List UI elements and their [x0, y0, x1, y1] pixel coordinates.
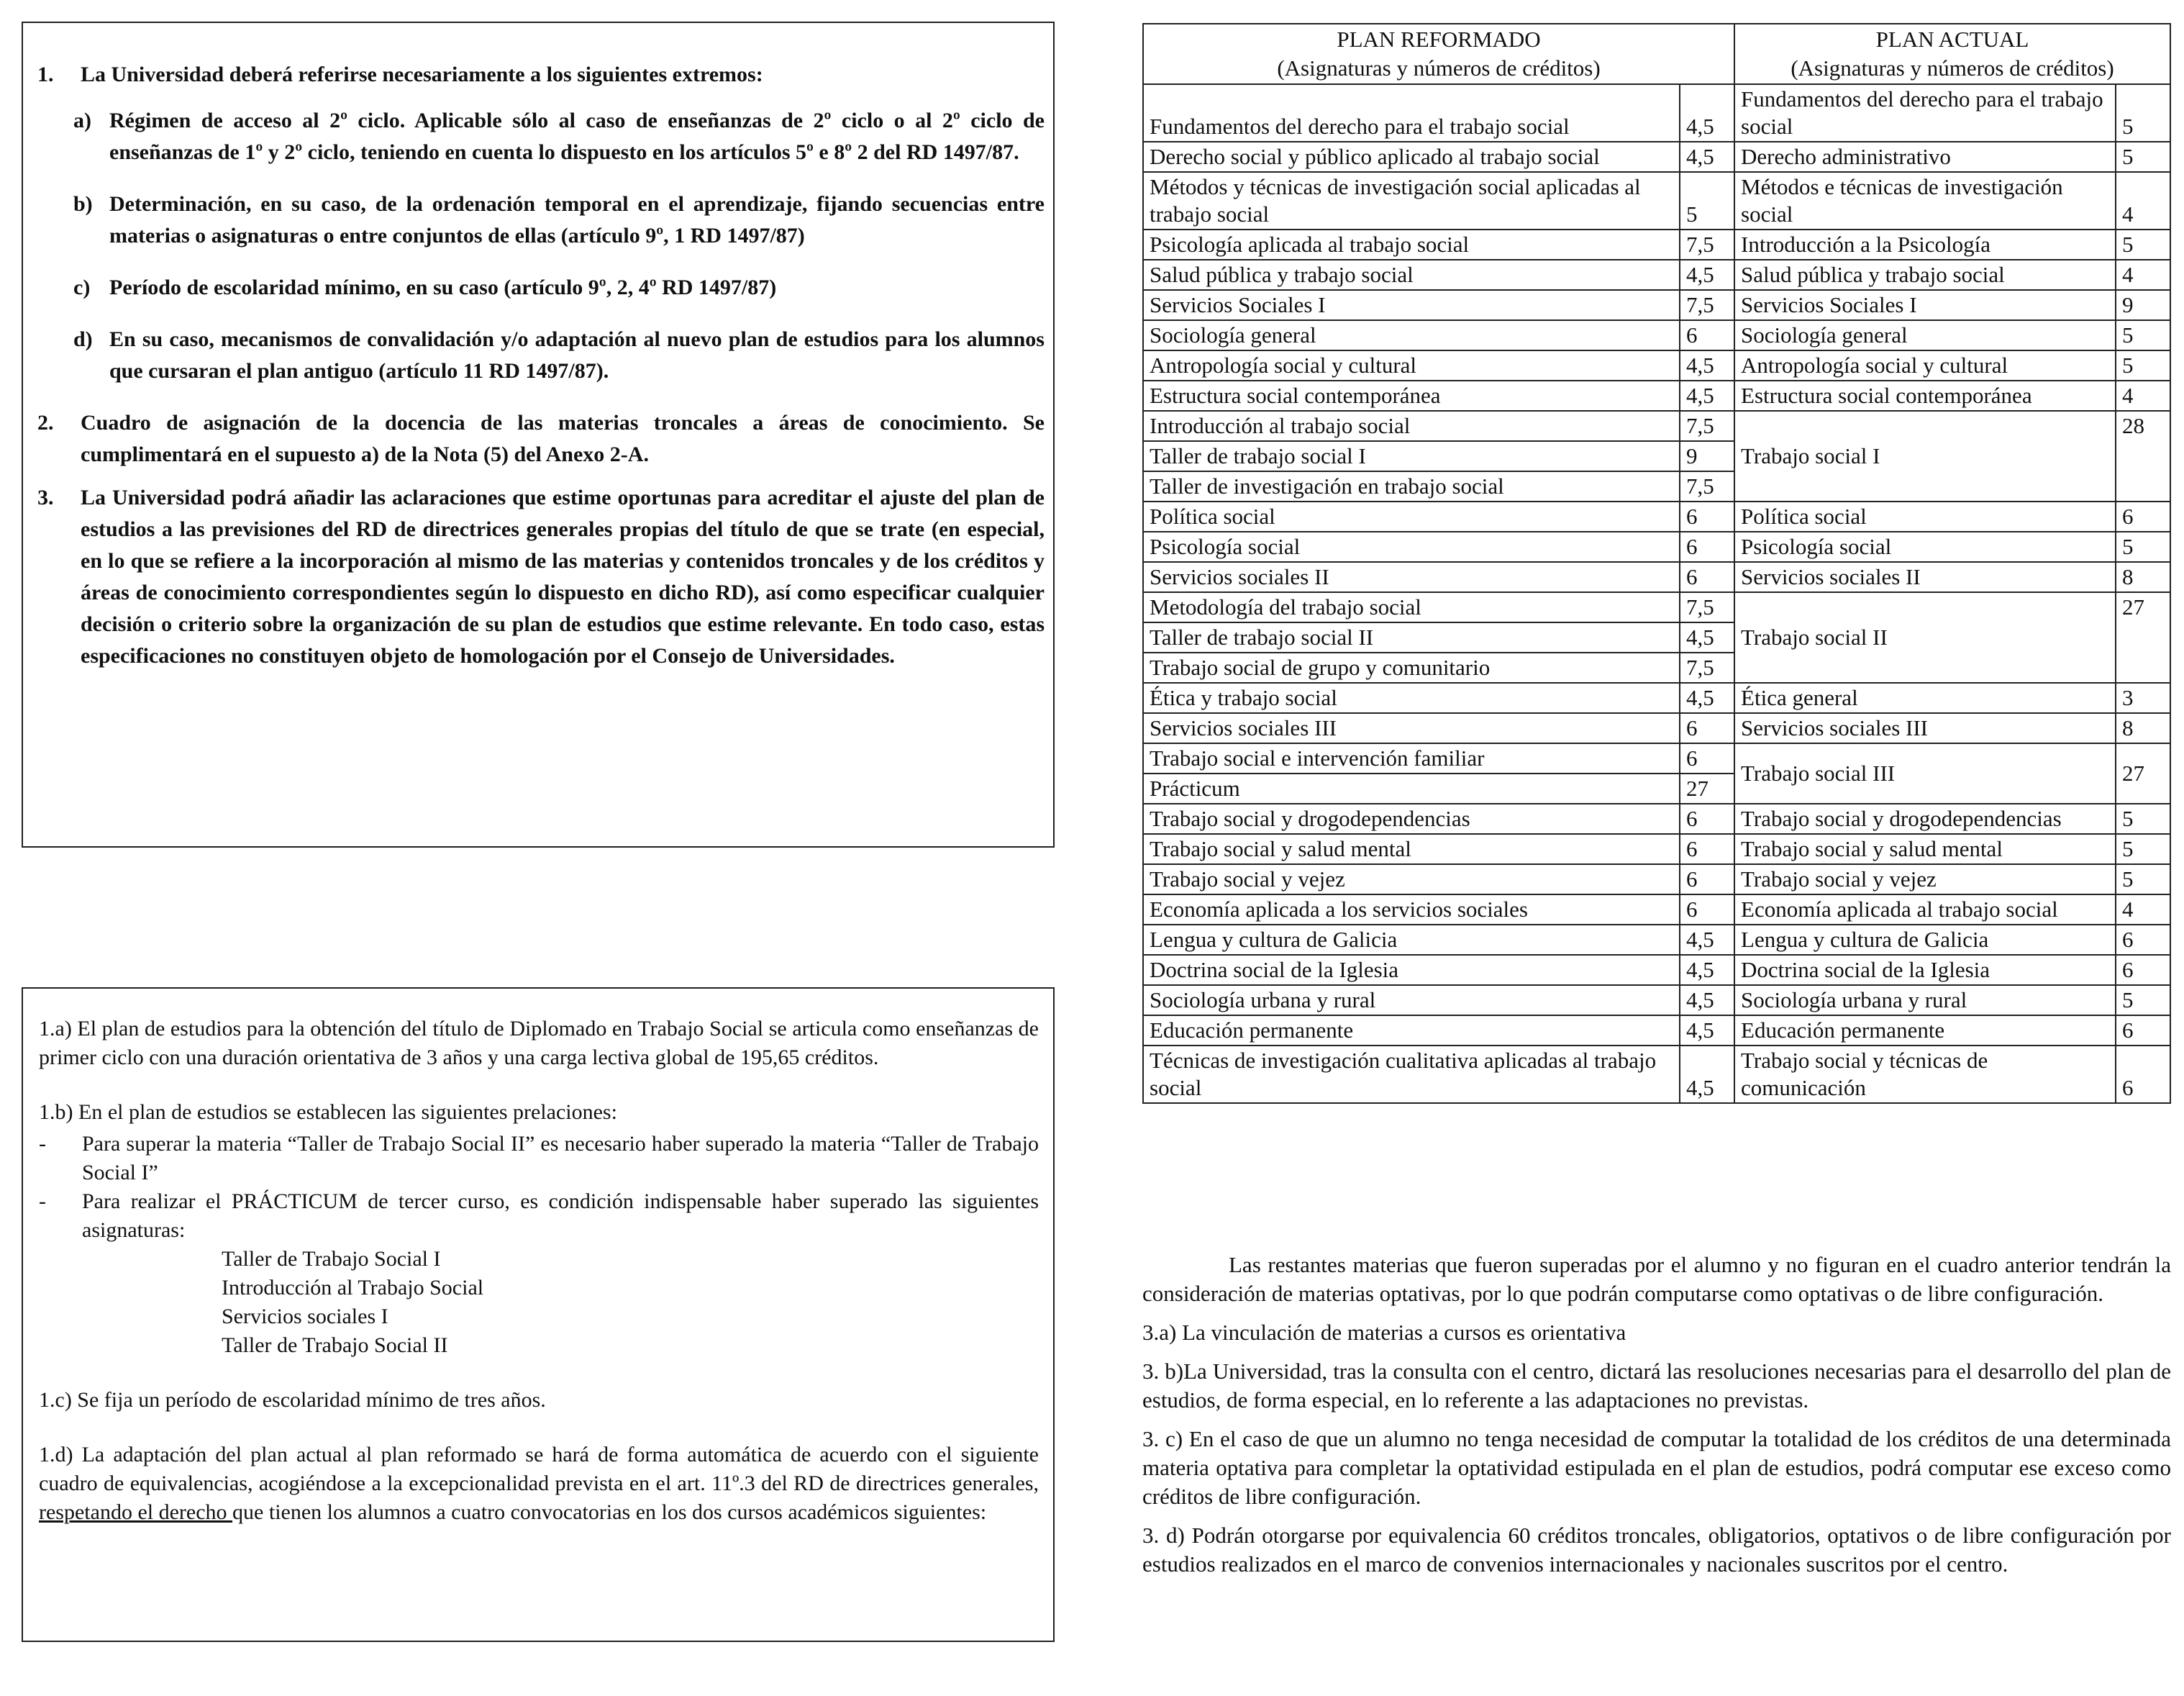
table-row [1143, 894, 2170, 925]
actual-subject: Sociología general [1734, 320, 2116, 350]
reformado-credits: 6 [1680, 743, 1734, 774]
actual-credits: 5 [2116, 834, 2170, 864]
actual-credits: 6 [2116, 1046, 2170, 1103]
prelation-2 [39, 1187, 1039, 1245]
table-row [1143, 411, 2170, 441]
subject-item: Taller de Trabajo Social I [222, 1247, 441, 1271]
table-row [1143, 502, 2170, 532]
table-row [1143, 532, 2170, 562]
table-row [1143, 985, 2170, 1015]
header-plan-reformado [1143, 24, 1734, 84]
actual-subject: Introducción a la Psicología [1734, 230, 2116, 260]
reformado-credits: 7,5 [1680, 471, 1734, 502]
sub-letter: c) [73, 276, 91, 299]
reformado-subject: Sociología urbana y rural [1143, 985, 1680, 1015]
actual-subject: Servicios sociales II [1734, 562, 2116, 592]
actual-credits: 6 [2116, 1015, 2170, 1046]
actual-subject: Antropología social y cultural [1734, 350, 2116, 381]
reformado-subject: Servicios sociales II [1143, 562, 1680, 592]
reformado-subject: Fundamentos del derecho para el trabajo social [1143, 84, 1680, 142]
actual-subject: Trabajo social y salud mental [1734, 834, 2116, 864]
actual-credits: 4 [2116, 260, 2170, 290]
table-row [1143, 955, 2170, 985]
reformado-credits: 4,5 [1680, 955, 1734, 985]
subject-item: Taller de Trabajo Social II [222, 1333, 448, 1357]
item-number: 1. [37, 63, 54, 86]
sub-text: En su caso, mecanismos de convalidación y/o adaptación al nuevo plan de estudios para los alumnos que cursaran el plan antiguo (artículo 11 RD 1497/87). [109, 327, 1045, 383]
sub-letter: d) [73, 327, 93, 351]
instruction-item-1 [37, 59, 1045, 387]
table-row [1143, 713, 2170, 743]
table-row [1143, 562, 2170, 592]
table-row [1143, 925, 2170, 955]
actual-credits: 27 [2116, 592, 2170, 683]
required-subjects [39, 1245, 1039, 1360]
actual-credits: 5 [2116, 320, 2170, 350]
table-row [1143, 172, 2170, 230]
reformado-credits: 7,5 [1680, 592, 1734, 622]
table-row [1143, 350, 2170, 381]
reformado-subject: Educación permanente [1143, 1015, 1680, 1046]
reformado-credits: 7,5 [1680, 653, 1734, 683]
paragraph-1c: 1.c) Se fija un período de escolaridad mínimo de tres años. [39, 1388, 546, 1412]
actual-credits: 27 [2116, 743, 2170, 804]
dash-bullet: - [39, 1189, 46, 1213]
reformado-credits: 6 [1680, 834, 1734, 864]
header-subtitle: (Asignaturas y números de créditos) [1791, 55, 2114, 81]
instructions-list [37, 59, 1045, 684]
actual-credits: 6 [2116, 925, 2170, 955]
sub-text: Determinación, en su caso, de la ordenación temporal en el aprendizaje, fijando secuencias entre materias o asignaturas o entre conjuntos de ellas (artículo 9º, 1 RD 1497/87) [109, 192, 1045, 248]
actual-credits: 5 [2116, 985, 2170, 1015]
sub-letter: a) [73, 109, 91, 132]
note-remaining-subjects: Las restantes materias que fueron superadas por el alumno y no figuran en el cuadro anterior tendrán la consideración de materias optativas, por lo que podrán computarse como optativas o de libre configuración. [1142, 1252, 2171, 1306]
actual-subject: Trabajo social y técnicas de comunicación [1734, 1046, 2116, 1103]
actual-credits: 6 [2116, 955, 2170, 985]
reformado-credits: 4,5 [1680, 350, 1734, 381]
actual-credits: 5 [2116, 142, 2170, 172]
reformado-subject: Introducción al trabajo social [1143, 411, 1680, 441]
reformado-credits: 4,5 [1680, 622, 1734, 653]
table-row [1143, 260, 2170, 290]
sub-item-b [37, 189, 1045, 252]
actual-subject: Trabajo social y vejez [1734, 864, 2116, 894]
reformado-credits: 4,5 [1680, 1015, 1734, 1046]
paragraph-1a: 1.a) El plan de estudios para la obtención del título de Diplomado en Trabajo Social se articula como enseñanzas de primer ciclo con una duración orientativa de 3 años y una carga lectiva global de 195,65 créditos. [39, 1017, 1039, 1069]
reformado-subject: Sociología general [1143, 320, 1680, 350]
note-3c: 3. c) En el caso de que un alumno no tenga necesidad de computar la totalidad de los créditos de una determinada materia optativa para completar la optatividad estipulada en el plan de estudios, podrá computar ese exceso como créditos de libre configuración. [1142, 1426, 2171, 1509]
actual-subject: Servicios Sociales I [1734, 290, 2116, 320]
note-3a: 3.a) La vinculación de materias a cursos es orientativa [1142, 1320, 1626, 1345]
actual-subject: Doctrina social de la Iglesia [1734, 955, 2116, 985]
reformado-subject: Taller de investigación en trabajo social [1143, 471, 1680, 502]
reformado-subject: Taller de trabajo social II [1143, 622, 1680, 653]
actual-credits: 28 [2116, 411, 2170, 502]
actual-credits: 8 [2116, 713, 2170, 743]
table-row [1143, 804, 2170, 834]
reformado-credits: 6 [1680, 502, 1734, 532]
actual-subject: Trabajo social y drogodependencias [1734, 804, 2116, 834]
reformado-subject: Economía aplicada a los servicios sociales [1143, 894, 1680, 925]
header-subtitle: (Asignaturas y números de créditos) [1277, 55, 1601, 81]
header-title: PLAN ACTUAL [1875, 27, 2029, 52]
table-row [1143, 1046, 2170, 1103]
actual-credits: 6 [2116, 502, 2170, 532]
table-row [1143, 683, 2170, 713]
table-row [1143, 230, 2170, 260]
actual-subject: Lengua y cultura de Galicia [1734, 925, 2116, 955]
actual-subject: Psicología social [1734, 532, 2116, 562]
actual-credits: 4 [2116, 381, 2170, 411]
paragraph-1d [39, 1441, 1039, 1527]
actual-credits: 4 [2116, 894, 2170, 925]
prelation-text: Para superar la materia “Taller de Trabajo Social II” es necesario haber superado la materia “Taller de Trabajo Social I” [82, 1132, 1039, 1184]
table-row [1143, 84, 2170, 142]
reformado-subject: Metodología del trabajo social [1143, 592, 1680, 622]
actual-subject: Sociología urbana y rural [1734, 985, 2116, 1015]
actual-credits: 5 [2116, 350, 2170, 381]
dash-bullet: - [39, 1132, 46, 1156]
reformado-credits: 4,5 [1680, 84, 1734, 142]
reformado-subject: Trabajo social y drogodependencias [1143, 804, 1680, 834]
reformado-subject: Servicios Sociales I [1143, 290, 1680, 320]
reformado-credits: 4,5 [1680, 683, 1734, 713]
reformado-credits: 4,5 [1680, 925, 1734, 955]
reformado-credits: 4,5 [1680, 1046, 1734, 1103]
actual-subject: Servicios sociales III [1734, 713, 2116, 743]
p1d-part-a: 1.d) La adaptación del plan actual al plan reformado se hará de forma automática de acuerdo con el siguiente cuadro de equivalencias, acogiéndose a la excepcionalidad prevista en el art. 11º.3 del RD de directrices generales, [39, 1443, 1039, 1495]
sub-item-c [37, 272, 1045, 304]
sub-item-d [37, 324, 1045, 387]
p1d-part-b: que tienen los alumnos a cuatro convocatorias en los dos cursos académicos siguientes: [232, 1500, 987, 1524]
sub-text: Período de escolaridad mínimo, en su caso (artículo 9º, 2, 4º RD 1497/87) [109, 276, 777, 299]
header-plan-actual [1734, 24, 2170, 84]
actual-subject: Métodos e técnicas de investigación social [1734, 172, 2116, 230]
reformado-credits: 6 [1680, 562, 1734, 592]
table-row [1143, 290, 2170, 320]
item-number: 2. [37, 411, 54, 435]
reformado-subject: Trabajo social de grupo y comunitario [1143, 653, 1680, 683]
table-row [1143, 834, 2170, 864]
reformado-credits: 7,5 [1680, 230, 1734, 260]
reformado-subject: Psicología social [1143, 532, 1680, 562]
item-number: 3. [37, 486, 54, 509]
actual-credits: 5 [2116, 864, 2170, 894]
sub-item-a [37, 105, 1045, 168]
subject-item: Servicios sociales I [222, 1305, 388, 1328]
actual-credits: 8 [2116, 562, 2170, 592]
item-text: Cuadro de asignación de la docencia de las materias troncales a áreas de conocimiento. Se cumplimentará en el supuesto a) de la Nota (5) del Anexo 2-A. [81, 411, 1045, 466]
reformado-subject: Métodos y técnicas de investigación social aplicadas al trabajo social [1143, 172, 1680, 230]
actual-subject: Trabajo social II [1734, 592, 2116, 683]
actual-subject: Ética general [1734, 683, 2116, 713]
reformado-subject: Servicios sociales III [1143, 713, 1680, 743]
reformado-credits: 6 [1680, 804, 1734, 834]
reformado-credits: 7,5 [1680, 411, 1734, 441]
instructions-box [22, 22, 1055, 848]
reformado-credits: 9 [1680, 441, 1734, 471]
table-row [1143, 1015, 2170, 1046]
actual-subject: Derecho administrativo [1734, 142, 2116, 172]
actual-credits: 5 [2116, 84, 2170, 142]
actual-credits: 5 [2116, 230, 2170, 260]
reformado-subject: Trabajo social y salud mental [1143, 834, 1680, 864]
note-3b: 3. b)La Universidad, tras la consulta con el centro, dictará las resoluciones necesarias para el desarrollo del plan de estudios, de forma especial, en lo referente a las adaptaciones no previstas. [1142, 1359, 2171, 1412]
actual-subject: Trabajo social I [1734, 411, 2116, 502]
reformado-credits: 4,5 [1680, 142, 1734, 172]
reformado-subject: Taller de trabajo social I [1143, 441, 1680, 471]
reformado-subject: Antropología social y cultural [1143, 350, 1680, 381]
actual-subject: Economía aplicada al trabajo social [1734, 894, 2116, 925]
note-3d: 3. d) Podrán otorgarse por equivalencia 60 créditos troncales, obligatorios, optativos o de libre configuración por estudios realizados en el marco de convenios internacionales y nacionales suscritos por el centro. [1142, 1523, 2171, 1577]
p1d-underlined: respetando el derecho [39, 1500, 233, 1524]
item-text: La Universidad podrá añadir las aclaraciones que estime oportunas para acreditar el ajuste del plan de estudios a las previsiones del RD de directrices generales propias del título de que se trate (en especial, en lo que se refiere a la incorporación al mismo de las materias y contenidos troncales y de los créditos y áreas de conocimiento correspondientes según lo dispuesto en dicho RD), así como especificar cualquier decisión o criterio sobre la organización de su plan de estudios que estime relevante. En todo caso, estas especificaciones no constituyen objeto de homologación por el Consejo de Universidades. [81, 486, 1045, 668]
reformado-credits: 6 [1680, 864, 1734, 894]
table-header-row [1143, 24, 2170, 84]
prelation-text: Para realizar el PRÁCTICUM de tercer curso, es condición indispensable haber superado las siguientes asignaturas: [82, 1189, 1039, 1242]
reformado-subject: Trabajo social e intervención familiar [1143, 743, 1680, 774]
actual-subject: Estructura social contemporánea [1734, 381, 2116, 411]
notes-section [1142, 1251, 2171, 1589]
actual-credits: 3 [2116, 683, 2170, 713]
table-row [1143, 142, 2170, 172]
reformado-subject: Estructura social contemporánea [1143, 381, 1680, 411]
reformado-subject: Política social [1143, 502, 1680, 532]
reformado-credits: 4,5 [1680, 260, 1734, 290]
table-row [1143, 743, 2170, 774]
instruction-item-2 [37, 407, 1045, 471]
reformado-subject: Doctrina social de la Iglesia [1143, 955, 1680, 985]
reformado-credits: 7,5 [1680, 290, 1734, 320]
instruction-item-3 [37, 482, 1045, 672]
actual-subject: Política social [1734, 502, 2116, 532]
table-row [1143, 320, 2170, 350]
actual-credits: 5 [2116, 532, 2170, 562]
plan-details-box [22, 987, 1055, 1642]
item-text: La Universidad deberá referirse necesariamente a los siguientes extremos: [81, 63, 763, 86]
reformado-subject: Prácticum [1143, 774, 1680, 804]
reformado-subject: Trabajo social y vejez [1143, 864, 1680, 894]
sub-letter: b) [73, 192, 93, 216]
reformado-credits: 4,5 [1680, 985, 1734, 1015]
reformado-credits: 6 [1680, 713, 1734, 743]
reformado-credits: 6 [1680, 532, 1734, 562]
actual-subject: Educación permanente [1734, 1015, 2116, 1046]
actual-subject: Trabajo social III [1734, 743, 2116, 804]
reformado-subject: Ética y trabajo social [1143, 683, 1680, 713]
reformado-subject: Lengua y cultura de Galicia [1143, 925, 1680, 955]
actual-credits: 9 [2116, 290, 2170, 320]
actual-credits: 4 [2116, 172, 2170, 230]
equivalence-table [1142, 23, 2171, 1104]
reformado-subject: Salud pública y trabajo social [1143, 260, 1680, 290]
reformado-credits: 6 [1680, 894, 1734, 925]
table-row [1143, 864, 2170, 894]
header-title: PLAN REFORMADO [1337, 27, 1541, 52]
reformado-credits: 6 [1680, 320, 1734, 350]
actual-subject: Fundamentos del derecho para el trabajo social [1734, 84, 2116, 142]
paragraph-1b-intro: 1.b) En el plan de estudios se establecen las siguientes prelaciones: [39, 1100, 617, 1124]
sub-text: Régimen de acceso al 2º ciclo. Aplicable sólo al caso de enseñanzas de 2º ciclo o al 2º ciclo de enseñanzas de 1º y 2º ciclo, teniendo en cuenta lo dispuesto en los artículos 5º e 8º 2 del RD 1497/87. [109, 109, 1045, 164]
subject-item: Introducción al Trabajo Social [222, 1276, 484, 1300]
reformado-subject: Psicología aplicada al trabajo social [1143, 230, 1680, 260]
actual-credits: 5 [2116, 804, 2170, 834]
table-row [1143, 592, 2170, 622]
prelation-1 [39, 1130, 1039, 1187]
table-row [1143, 381, 2170, 411]
reformado-credits: 4,5 [1680, 381, 1734, 411]
actual-subject: Salud pública y trabajo social [1734, 260, 2116, 290]
reformado-credits: 27 [1680, 774, 1734, 804]
sub-items [37, 105, 1045, 387]
reformado-subject: Técnicas de investigación cualitativa aplicadas al trabajo social [1143, 1046, 1680, 1103]
reformado-credits: 5 [1680, 172, 1734, 230]
table-body [1143, 84, 2170, 1103]
reformado-subject: Derecho social y público aplicado al trabajo social [1143, 142, 1680, 172]
